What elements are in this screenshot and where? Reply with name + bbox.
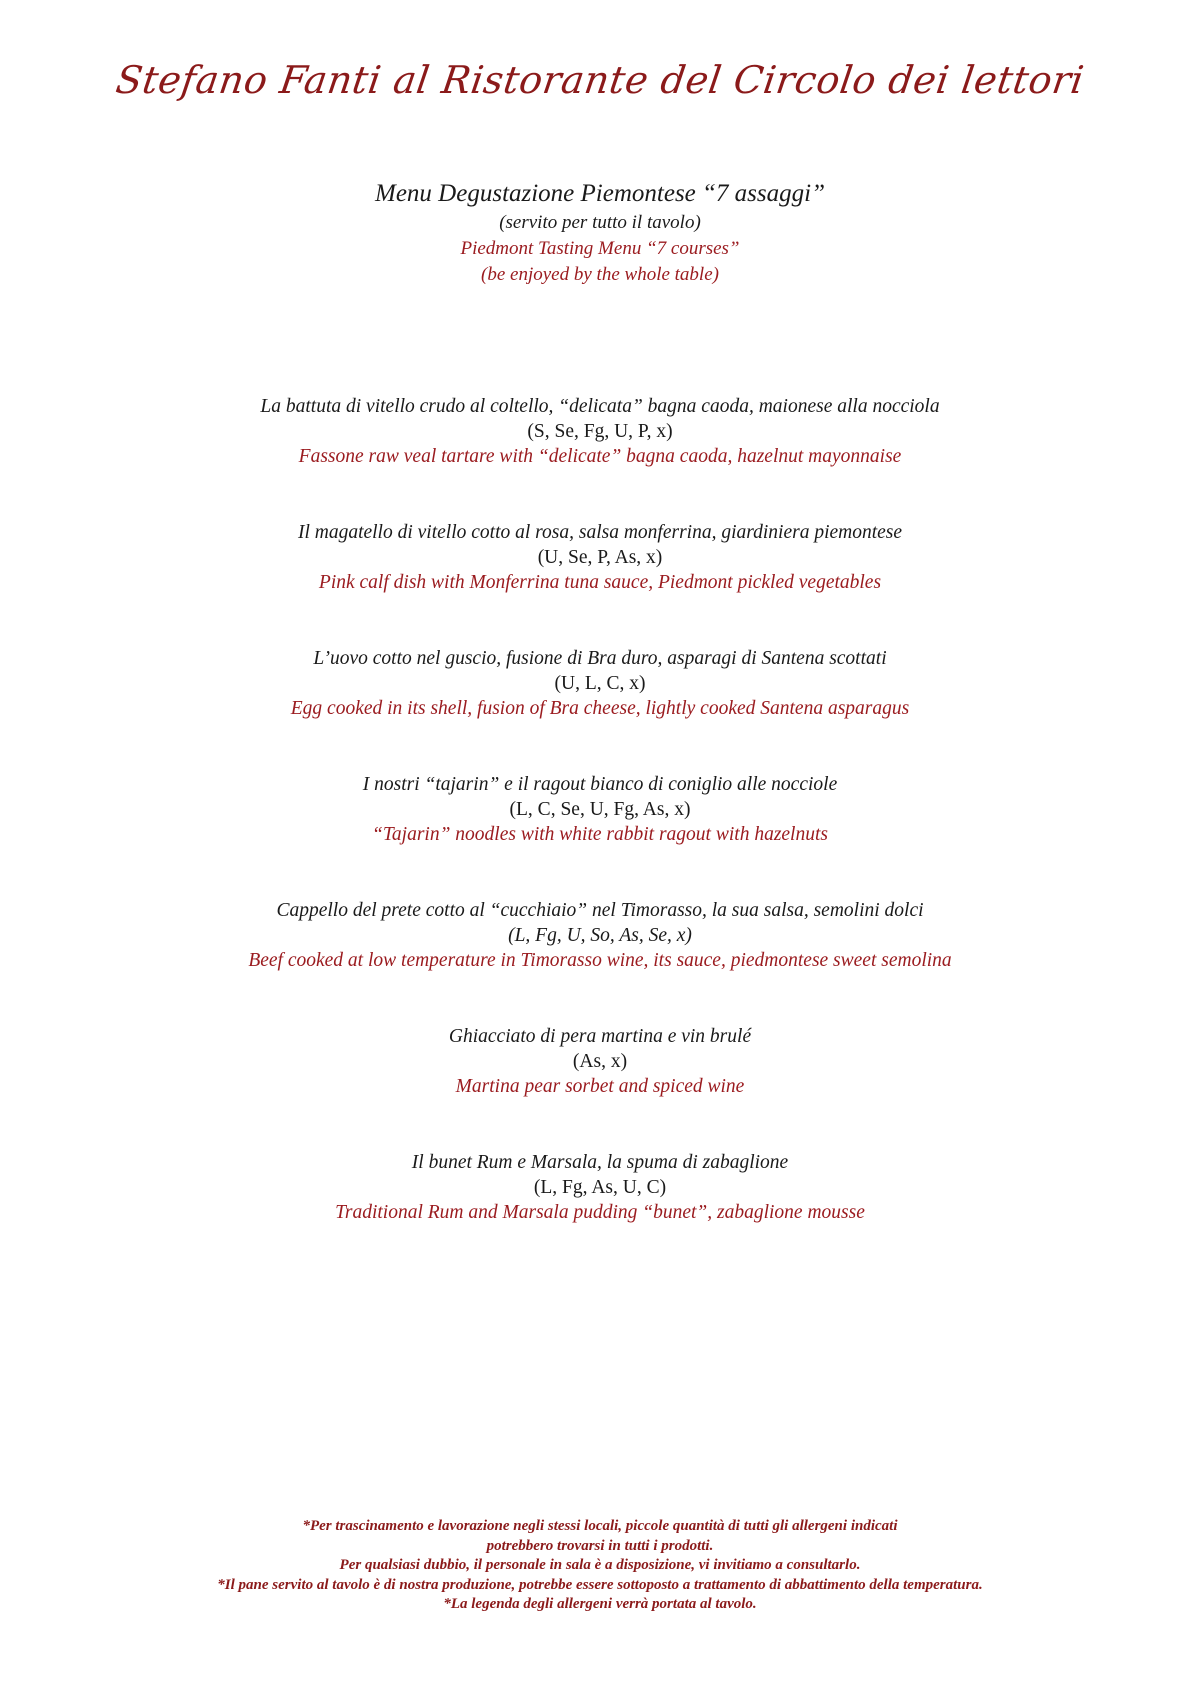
course-allergens: (U, Se, P, As, x) [537,547,663,568]
course-list [0,394,1200,1276]
course-name-it: Il magatello di vitello cotto al rosa, salsa monferrina, giardiniera piemontese [297,522,903,543]
course-allergens: (U, L, C, x) [554,673,646,694]
course-item [0,646,1200,772]
course-name-en: Pink calf dish with Monferrina tuna sauce, Piedmont pickled vegetables [318,572,882,593]
footer-note-line: *La legenda degli allergeni verrà portata al tavolo. [443,1596,757,1612]
course-name-en: Martina pear sorbet and spiced wine [455,1076,745,1097]
footer-note-line: Per qualsiasi dubbio, il personale in sala è a disposizione, vi invitiamo a consultarlo. [339,1557,861,1573]
course-name-en: Traditional Rum and Marsala pudding “bunet”, zabaglione mousse [335,1202,865,1223]
footer-note-line: *Il pane servito al tavolo è di nostra produzione, potrebbe essere sottoposto a trattamento di abbattimento della temperatura. [217,1576,983,1593]
menu-title-en: Piedmont Tasting Menu “7 courses” [460,238,740,259]
menu-subtitle-en: (be enjoyed by the whole table) [481,264,719,285]
footer-note-line: *Per trascinamento e lavorazione negli stessi locali, piccole quantità di tutti gli allergeni indicati [302,1518,898,1534]
footer-note-line: potrebbero trovarsi in tutti i prodotti. [486,1537,714,1554]
course-name-it: L’uovo cotto nel guscio, fusione di Bra duro, asparagi di Santena scottati [313,648,887,669]
course-item [0,772,1200,898]
course-item [0,1024,1200,1150]
menu-title: Menu Degustazione Piemontese “7 assaggi” [375,180,825,207]
allergen-footer-notes [0,1517,1200,1615]
course-allergens: (L, C, Se, U, Fg, As, x) [509,799,691,820]
course-allergens: (S, Se, Fg, U, P, x) [527,421,673,442]
course-name-en: Beef cooked at low temperature in Timorasso wine, its sauce, piedmontese sweet semolina [248,950,952,971]
course-item [0,394,1200,520]
course-name-it: La battuta di vitello crudo al coltello, “delicata” bagna caoda, maionese alla nocciola [260,396,940,417]
menu-subtitle: (servito per tutto il tavolo) [499,212,701,233]
course-name-it: Ghiacciato di pera martina e vin brulé [448,1026,752,1047]
course-name-en: Fassone raw veal tartare with “delicate” bagna caoda, hazelnut mayonnaise [298,446,902,467]
course-item [0,1150,1200,1276]
course-allergens: (As, x) [572,1051,628,1072]
course-allergens: (L, Fg, U, So, As, Se, x) [508,925,692,946]
menu-title-block [0,178,1200,288]
course-name-it: I nostri “tajarin” e il ragout bianco di coniglio alle nocciole [362,774,838,795]
course-name-en: Egg cooked in its shell, fusion of Bra cheese, lightly cooked Santena asparagus [290,698,910,719]
course-item [0,520,1200,646]
restaurant-title: Stefano Fanti al Ristorante del Circolo dei lettori [113,58,1087,102]
course-name-en: “Tajarin” noodles with white rabbit ragout with hazelnuts [372,824,828,845]
course-name-it: Cappello del prete cotto al “cucchiaio” nel Timorasso, la sua salsa, semolini dolci [276,900,924,921]
course-allergens: (L, Fg, As, U, C) [533,1177,667,1198]
course-name-it: Il bunet Rum e Marsala, la spuma di zabaglione [411,1152,789,1173]
course-item [0,898,1200,1024]
